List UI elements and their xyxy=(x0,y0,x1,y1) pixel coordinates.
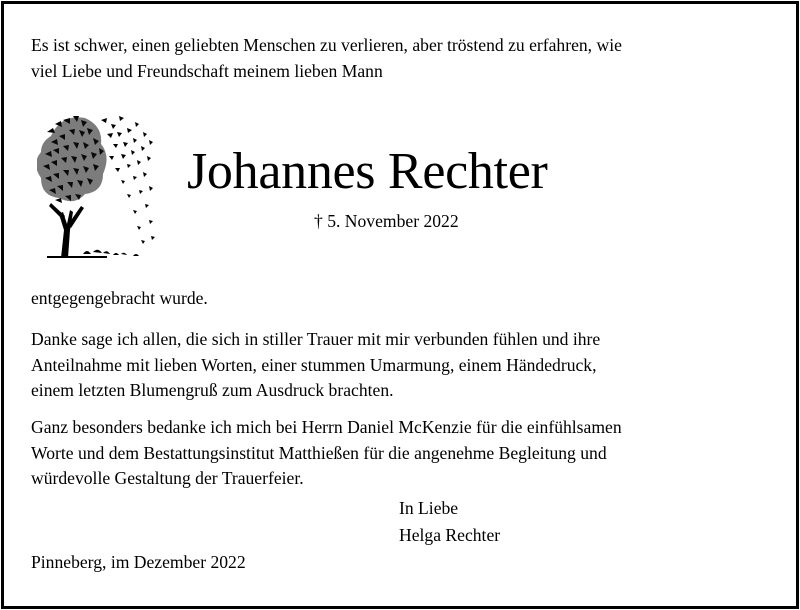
deceased-name: Johannes Rechter xyxy=(187,143,548,200)
death-date: † 5. November 2022 xyxy=(314,211,459,231)
paragraph-line: würdevolle Gestaltung der Trauerfeier. xyxy=(31,468,304,488)
thanks-special-paragraph xyxy=(31,415,622,492)
intro-text xyxy=(31,33,622,84)
paragraph-line: Anteilnahme mit lieben Worten, einer stummen Umarmung, einem Händedruck, xyxy=(31,354,597,375)
tree-with-falling-leaves-icon xyxy=(37,102,159,260)
thanks-general-paragraph xyxy=(31,327,600,404)
paragraph-line: Danke sage ich allen, die sich in stiller Trauer mit mir verbunden fühlen und ihre xyxy=(31,329,601,349)
signature-closing: In Liebe xyxy=(399,498,459,518)
paragraph-line: einem letzten Blumengruß zum Ausdruck brachten. xyxy=(31,380,394,400)
signature-name: Helga Rechter xyxy=(399,525,501,545)
continuation-text: entgegengebracht wurde. xyxy=(31,288,208,308)
intro-line: viel Liebe und Freundschaft meinem lieben Mann xyxy=(31,60,383,81)
intro-line: Es ist schwer, einen geliebten Menschen zu verlieren, aber tröstend zu erfahren, wie xyxy=(31,35,622,55)
place-and-date: Pinneberg, im Dezember 2022 xyxy=(31,552,246,572)
paragraph-line: Ganz besonders bedanke ich mich bei Herrn Daniel McKenzie für die einfühlsamen xyxy=(31,417,622,437)
paragraph-line: Worte und dem Bestattungsinstitut Matthießen für die angenehme Begleitung und xyxy=(31,442,607,463)
